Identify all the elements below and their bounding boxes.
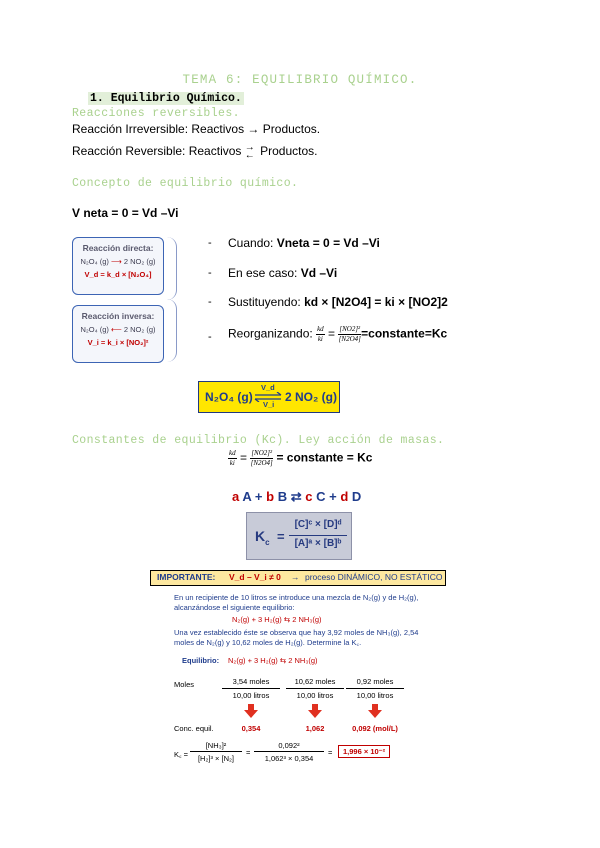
vneta-equation: V neta = 0 = Vd –Vi: [72, 206, 179, 220]
subheading-reversible: Reacciones reversibles.: [72, 107, 240, 120]
example-reaction: N₂(g) + 3 H₂(g) ⇆ 2 NH₃(g): [232, 615, 322, 624]
section-heading: 1. Equilibrio Químico.: [90, 92, 242, 105]
bullet-2: En ese caso: Vd –Vi: [228, 266, 338, 280]
kc-eq-sign-2: =: [328, 748, 333, 757]
conc-nh3: 0,092 (mol/L): [352, 724, 398, 733]
conc-h2: 1,062: [305, 724, 325, 733]
kc-fraction-line: [289, 535, 347, 536]
moles-n2: 3,54 moles: [232, 677, 270, 686]
inverse-reaction-equation: N₂O₄ (g) ⟵ 2 NO₂ (g): [80, 325, 156, 334]
bullet-dash-1: -: [208, 237, 212, 249]
irreversible-label: Reacción Irreversible: Reactivos: [72, 122, 245, 136]
general-reaction: a A + b B ⇄ c C + d D: [232, 489, 362, 504]
kc-line-2: [254, 751, 324, 752]
equilibrium-label: Equilibrio:: [182, 656, 220, 665]
inverse-reaction-box: [72, 305, 164, 363]
fraction-kd-ki: $\frac{kd}{ki}$: [317, 325, 324, 343]
example-text-2: alcanzándose el siguiente equilibrio:: [174, 603, 295, 612]
down-arrow-icon: [308, 704, 322, 718]
inverse-rate: V_i = k_i × [NO₂]²: [87, 338, 149, 347]
bullet-3: Sustituyendo: kd × [N2O4] = ki × [NO2]2: [228, 295, 448, 309]
bullet-dash-2: -: [208, 267, 212, 279]
reversible-label: Reacción Reversible: Reactivos: [72, 144, 242, 158]
page-title: TEMA 6: EQUILIBRIO QUÍMICO.: [182, 73, 418, 87]
kc-den-2: 1,062³ × 0,354: [264, 754, 314, 763]
bullet-4: Reorganizando: $\frac{kd}{ki}$ = $\frac{\text{[NO2]²}}{[N2O4]}$ =constante=Kc: [228, 325, 448, 343]
kc-num-2: 0,092²: [278, 741, 300, 750]
example-text-1: En un recipiente de 10 litros se introduce una mezcla de N₂(g) y de H₂(g),: [174, 593, 419, 602]
fraction-line-2: [286, 688, 344, 689]
irreversible-arrow: →: [247, 122, 260, 136]
fraction-line-3: [346, 688, 404, 689]
fraction-line-1: [222, 688, 280, 689]
fraction-no2-n2o4: $\frac{\text{[NO2]²}}{[N2O4]}$: [338, 325, 361, 343]
kc-calc-label: K꜀ =: [174, 750, 189, 759]
litros-2: 10,00 litros: [296, 691, 334, 700]
example-text-3: Una vez establecido éste se observa que hay 3,92 moles de NH₃(g), 2,54: [174, 628, 419, 637]
subheading-constantes: Constantes de equilibrio (Kc). Ley acción de masas.: [72, 434, 445, 447]
irreversible-products: Productos.: [262, 122, 321, 136]
litros-3: 10,00 litros: [356, 691, 394, 700]
reversible-line: [72, 142, 318, 161]
conc-label: Conc. equil.: [174, 724, 214, 733]
brace-top: [166, 237, 177, 300]
bullet-dash-3: -: [208, 296, 212, 308]
bullet-1: Cuando: Vneta = 0 = Vd –Vi: [228, 236, 380, 250]
kc-eq-sign-1: =: [246, 748, 251, 757]
kc-line-1: [190, 751, 242, 752]
kc-definition: $\frac{kd}{ki}$ = $\frac{\text{[NO2]²}}{[N2O4]}$ = constante = Kc: [229, 449, 373, 467]
equilibrium-yellow-box: N₂O₄ (g) V_d V_i 2 NO₂ (g): [198, 381, 340, 413]
down-arrow-icon: [244, 704, 258, 718]
conc-n2: 0,354: [241, 724, 261, 733]
down-arrow-icon: [368, 704, 382, 718]
litros-1: 10,00 litros: [232, 691, 270, 700]
example-text-4: moles de N₂(g) y 10,62 moles de H₂(g). Determine la K꜀.: [174, 638, 362, 647]
moles-h2: 10,62 moles: [294, 677, 336, 686]
direct-rate: V_d = k_d × [N₂O₄]: [84, 270, 152, 279]
kc-expression-box: $K_c$ = [C]ᶜ × [D]ᵈ [A]ᵃ × [B]ᵇ: [246, 512, 352, 560]
irreversible-line: [72, 122, 320, 136]
subheading-concepto: Concepto de equilibrio químico.: [72, 177, 299, 190]
inverse-reaction-label: Reacción inversa:: [81, 311, 155, 321]
moles-nh3: 0,92 moles: [356, 677, 394, 686]
direct-reaction-label: Reacción directa:: [82, 243, 154, 253]
importante-banner: IMPORTANTE: V_d – V_i ≠ 0 → proceso DINÁMICO, NO ESTÁTICO: [150, 570, 446, 586]
direct-reaction-box: [72, 237, 164, 295]
kc-num-1: [NH₃]²: [205, 741, 227, 750]
moles-label: Moles: [174, 680, 195, 689]
kc-den-1: [H₂]³ × [N₂]: [197, 754, 235, 763]
brace-bottom: [166, 299, 177, 362]
kc-result: 1,996 × 10⁻²: [338, 745, 390, 758]
equilibrium-reaction: N₂(g) + 3 H₂(g) ⇆ 2 NH₃(g): [228, 656, 318, 665]
reversible-products: Productos.: [260, 144, 318, 158]
reversible-arrows: → ←: [244, 142, 255, 161]
direct-reaction-equation: N₂O₄ (g) ⟶ 2 NO₂ (g): [80, 257, 156, 266]
bullet-dash-4: -: [208, 331, 212, 343]
